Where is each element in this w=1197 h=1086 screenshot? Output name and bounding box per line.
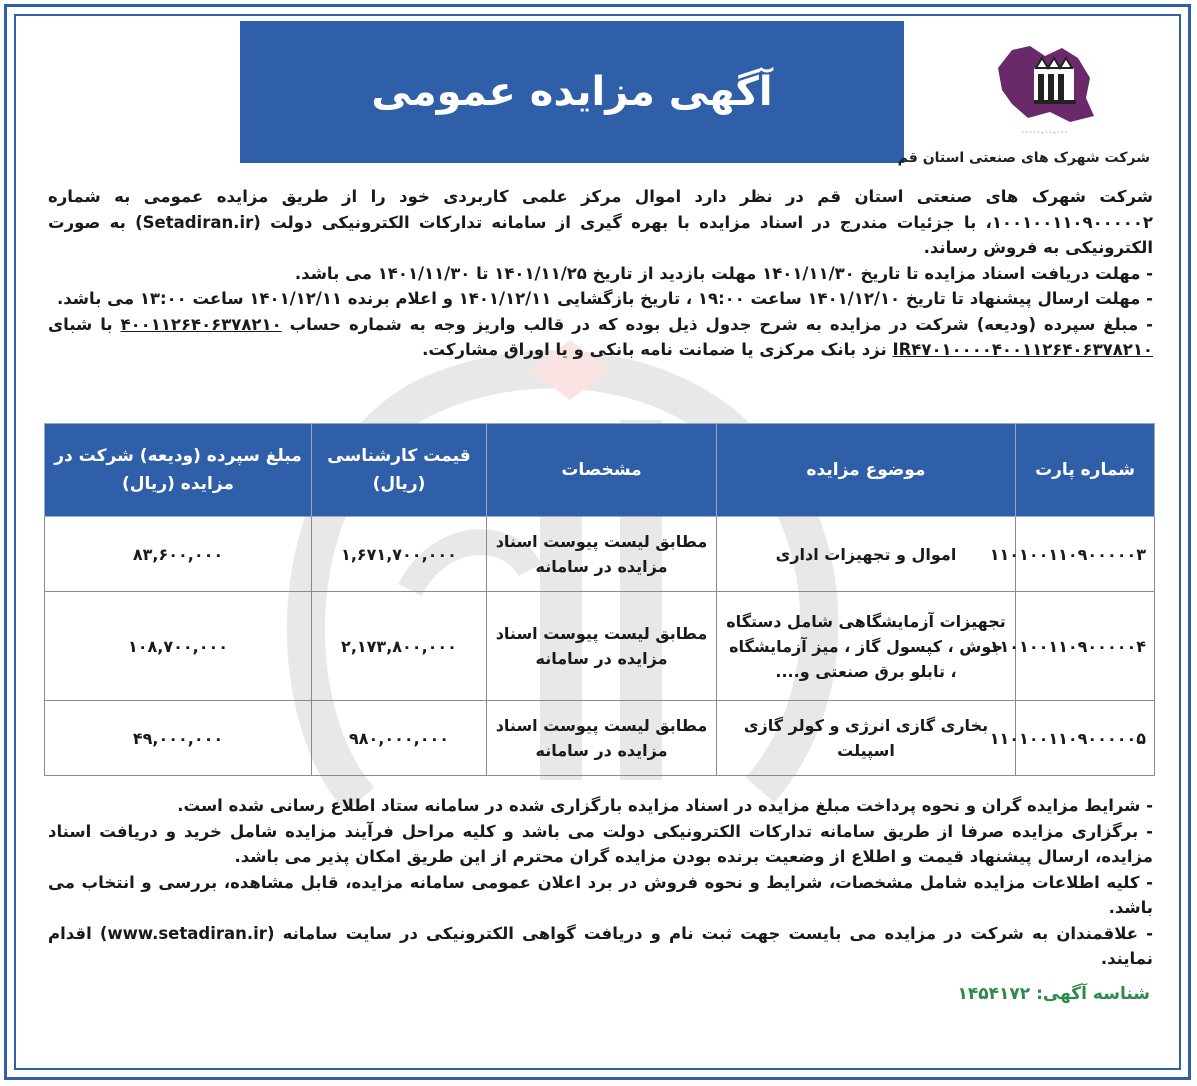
bid-deadline: - مهلت ارسال پیشنهاد تا تاریخ ۱۴۰۱/۱۲/۱۰ ساعت ۱۹:۰۰ ، تاریخ بازگشایی ۱۴۰۱/۱۲/۱۱ و اعلام برنده ۱۴۰۱/۱۲/۱۱ ساعت ۱۳:۰۰ می باشد. [56, 289, 1153, 308]
logo-caption: ·····-··-··· [1021, 128, 1069, 138]
term-item: - علاقمندان به شرکت در مزایده می بایست جهت ثبت نام و دریافت گواهی الکترونیکی در سایت سامانه (www.setadiran.ir) اقدام نمایند. [48, 923, 1153, 968]
cell-expert-price: ۲,۱۷۳,۸۰۰,۰۰۰ [312, 592, 487, 701]
cell-expert-price: ۹۸۰,۰۰۰,۰۰۰ [312, 701, 487, 776]
page-title: آگهی مزایده عمومی [371, 69, 773, 115]
intro-paragraph: شرکت شهرک های صنعتی استان قم در نظر دارد اموال مرکز علمی کاربردی خود را از طریق مزایده عمومی به شماره ۱۰۰۱۰۰۱۱۰۹۰۰۰۰۰۲، با جزئیات مندرج در اسناد مزایده با بهره گیری از سامانه تدارکات الکترونیکی دولت (Setadiran.ir) به صورت الکترونیکی به فروش رساند. [48, 187, 1153, 257]
term-item: - شرایط مزایده گران و نحوه پرداخت مبلغ مزایده در اسناد مزایده بارگزاری شده در سامانه ستاد اطلاع رسانی شده است. [177, 796, 1153, 815]
sheba-number: IR۴۷۰۱۰۰۰۰۴۰۰۱۱۲۶۴۰۶۳۷۸۲۱۰ [892, 340, 1153, 359]
cell-expert-price: ۱,۶۷۱,۷۰۰,۰۰۰ [312, 517, 487, 592]
table-header-row [45, 424, 1155, 517]
table-row [45, 701, 1155, 776]
cell-deposit: ۸۳,۶۰۰,۰۰۰ [45, 517, 312, 592]
deposit-text-pre: - مبلغ سپرده (ودیعه) شرکت در مزایده به شرح جدول ذیل بوده که در قالب واریز وجه به شماره حساب [289, 314, 1153, 334]
header-part-no: شماره پارت [1016, 424, 1155, 517]
auction-table [44, 423, 1155, 776]
company-name: شرکت شهرک های صنعتی استان قم [897, 150, 1150, 166]
title-banner [240, 21, 904, 163]
header-expert-price: قیمت کارشناسی (ریال) [312, 424, 487, 517]
ad-id-value: ۱۴۵۴۱۷۲ [957, 984, 1031, 1004]
cell-part-no: ۱۱۰۱۰۰۱۱۰۹۰۰۰۰۰۴ [1016, 592, 1155, 701]
table-row [45, 517, 1155, 592]
deposit-info [48, 312, 1153, 363]
term-item: - کلیه اطلاعات مزایده شامل مشخصات، شرایط و نحوه فروش در برد اعلان عمومی سامانه مزایده، قابل مشاهده، بررسی و انتخاب می باشد. [48, 872, 1153, 917]
term-item: - برگزاری مزایده صرفا از طریق سامانه تدارکات الکترونیکی دولت می باشد و کلیه مراحل فرآیند مزایده شامل خرید و دریافت اسناد مزایده، ارسال پیشنهاد قیمت و اطلاع از وضعیت برنده بودن مزایده گران محترم از این طریق امکان پذیر می باشد. [48, 821, 1153, 866]
cell-deposit: ۴۹,۰۰۰,۰۰۰ [45, 701, 312, 776]
intro-section [48, 184, 1153, 363]
table-row [45, 592, 1155, 701]
cell-specs: مطابق لیست پیوست اسناد مزایده در سامانه [487, 592, 717, 701]
company-logo-icon [990, 38, 1110, 126]
cell-specs: مطابق لیست پیوست اسناد مزایده در سامانه [487, 517, 717, 592]
account-number: ۴۰۰۱۱۲۶۴۰۶۳۷۸۲۱۰ [120, 314, 282, 334]
cell-specs: مطابق لیست پیوست اسناد مزایده در سامانه [487, 701, 717, 776]
ad-id-label: شناسه آگهی: [1036, 984, 1150, 1004]
header-specs: مشخصات [487, 424, 717, 517]
cell-subject: اموال و تجهیزات اداری [717, 517, 1016, 592]
cell-deposit: ۱۰۸,۷۰۰,۰۰۰ [45, 592, 312, 701]
cell-part-no: ۱۱۰۱۰۰۱۱۰۹۰۰۰۰۰۳ [1016, 517, 1155, 592]
cell-part-no: ۱۱۰۱۰۰۱۱۰۹۰۰۰۰۰۵ [1016, 701, 1155, 776]
terms-section [48, 793, 1153, 972]
cell-subject: بخاری گازی انرژی و کولر گازی اسپیلت [717, 701, 1016, 776]
deposit-text-post: نزد بانک مرکزی یا ضمانت نامه بانکی و یا اوراق مشارکت. [422, 340, 887, 359]
deposit-text-mid: با شبای [48, 314, 113, 334]
ad-identifier [958, 984, 1150, 1004]
header-subject: موضوع مزایده [717, 424, 1016, 517]
cell-subject: تجهیزات آزمایشگاهی شامل دستگاه جوش ، کپسول گاز ، میز آزمایشگاه ، تابلو برق صنعتی و.... [717, 592, 1016, 701]
document-deadline: - مهلت دریافت اسناد مزایده تا تاریخ ۱۴۰۱/۱۱/۳۰ مهلت بازدید از تاریخ ۱۴۰۱/۱۱/۲۵ تا ۱۴۰۱/۱۱/۳۰ می باشد. [294, 263, 1153, 283]
header-deposit: مبلغ سپرده (ودیعه) شرکت در مزایده (ریال) [45, 424, 312, 517]
